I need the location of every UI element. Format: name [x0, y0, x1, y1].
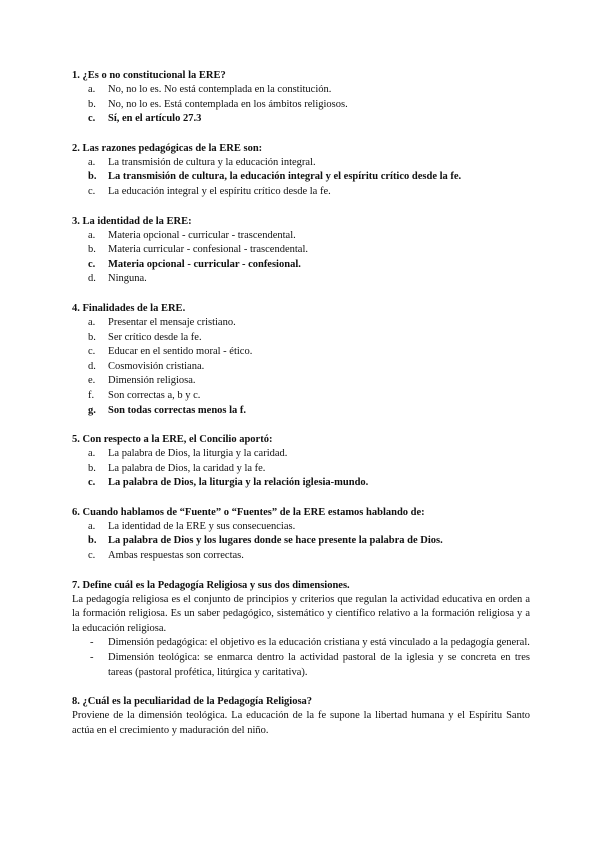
option-marker: b. — [88, 98, 96, 110]
option-marker: b. — [88, 535, 97, 547]
option — [72, 243, 530, 258]
option-text: Ninguna. — [108, 273, 147, 285]
option — [72, 83, 530, 98]
option-text: Ambas respuestas son correctas. — [108, 550, 244, 562]
option-text: Cosmovisión cristiana. — [108, 360, 205, 372]
option-text: Ser crítico desde la fe. — [108, 331, 202, 343]
question-4 — [72, 301, 530, 418]
answer-paragraph: La pedagogía religiosa es el conjunto de principios y criterios que regulan la actividad educativa en orden a la formación religiosa. Es un saber pedagógico, sistemático y científico relativo a la formación religiosa y a la educación religiosa. — [72, 593, 530, 634]
option — [72, 316, 530, 331]
option-text: Son todas correctas menos la f. — [108, 404, 247, 416]
list-item — [72, 651, 530, 680]
option-marker: b. — [88, 462, 96, 474]
option — [72, 331, 530, 346]
question-3 — [72, 214, 530, 287]
option-text: Son correctas a, b y c. — [108, 389, 201, 401]
question-title: 2. Las razones pedagógicas de la ERE son: — [72, 142, 263, 154]
option-marker: c. — [88, 550, 96, 562]
question-5 — [72, 432, 530, 491]
option — [72, 374, 530, 389]
option-text: Materia curricular - confesional - trascendental. — [108, 244, 308, 256]
question-title: 6. Cuando hablamos de “Fuente” o “Fuentes” de la ERE estamos hablando de: — [72, 506, 425, 518]
option-marker: d. — [88, 360, 96, 372]
option — [72, 389, 530, 404]
option — [72, 462, 530, 477]
option-text: No, no lo es. No está contemplada en la constitución. — [108, 84, 332, 95]
option-marker: f. — [88, 389, 95, 401]
question-title: 7. Define cuál es la Pedagogía Religiosa y sus dos dimensiones. — [72, 579, 350, 591]
correct-option — [72, 112, 530, 127]
option-text: La palabra de Dios y los lugares donde se hace presente la palabra de Dios. — [108, 535, 443, 547]
option-marker: a. — [88, 520, 96, 532]
options-list — [72, 447, 530, 491]
option-text: La identidad de la ERE y sus consecuencias. — [108, 520, 296, 532]
dash-marker: - — [90, 637, 94, 649]
option-text: Materia opcional - curricular - confesional. — [108, 258, 301, 270]
options-list — [72, 316, 530, 418]
option — [72, 345, 530, 360]
dimension-list — [72, 636, 530, 680]
options-list — [72, 229, 530, 287]
question-title: 3. La identidad de la ERE: — [72, 215, 192, 227]
option-text: La transmisión de cultura y la educación integral. — [108, 156, 316, 168]
option — [72, 447, 530, 462]
option — [72, 360, 530, 375]
option-text: Dimensión religiosa. — [108, 375, 196, 387]
option-marker: g. — [88, 404, 96, 416]
question-title: 4. Finalidades de la ERE. — [72, 302, 186, 314]
list-item-text: Dimensión teológica: se enmarca dentro la actividad pastoral de la iglesia y se concreta en tres tareas (pastoral profética, litúrgica y caritativa). — [108, 652, 530, 678]
correct-option — [72, 170, 530, 185]
option — [72, 156, 530, 171]
option-text: La palabra de Dios, la liturgia y la caridad. — [108, 448, 288, 460]
question-1 — [72, 68, 530, 127]
correct-option — [72, 404, 530, 419]
option-text: La educación integral y el espíritu crítico desde la fe. — [108, 185, 331, 197]
question-title: 8. ¿Cuál es la peculiaridad de la Pedagogía Religiosa? — [72, 696, 313, 708]
option — [72, 185, 530, 200]
options-list — [72, 520, 530, 564]
option-text: No, no lo es. Está contemplada en los ámbitos religiosos. — [108, 98, 348, 110]
question-2 — [72, 141, 530, 200]
list-item — [72, 636, 530, 651]
option-marker: a. — [88, 448, 96, 460]
options-list — [72, 83, 530, 127]
option-marker: c. — [88, 477, 96, 489]
option-marker: d. — [88, 273, 96, 285]
option-marker: c. — [88, 185, 96, 197]
option-marker: a. — [88, 229, 96, 241]
option-marker: c. — [88, 346, 96, 358]
correct-option — [72, 258, 530, 273]
option-text: Sí, en el artículo 27.3 — [108, 113, 202, 125]
option-marker: a. — [88, 316, 96, 328]
question-6 — [72, 505, 530, 564]
question-8 — [72, 694, 530, 738]
option — [72, 520, 530, 535]
option-marker: b. — [88, 171, 97, 183]
option-text: La palabra de Dios, la caridad y la fe. — [108, 462, 266, 474]
option — [72, 272, 530, 287]
options-list — [72, 156, 530, 200]
dash-marker: - — [90, 652, 94, 664]
option — [72, 549, 530, 564]
document-body — [72, 68, 530, 752]
question-7 — [72, 578, 530, 681]
option-text: Educar en el sentido moral - ético. — [108, 346, 253, 358]
correct-option — [72, 476, 530, 491]
option — [72, 229, 530, 244]
correct-option — [72, 534, 530, 549]
question-title: 1. ¿Es o no constitucional la ERE? — [72, 70, 226, 81]
list-item-text: Dimensión pedagógica: el objetivo es la educación cristiana y está vinculado a la pedagogía general. — [108, 637, 530, 649]
option-text: La transmisión de cultura, la educación integral y el espíritu crítico desde la fe. — [108, 171, 462, 183]
option-text: Materia opcional - curricular - trascendental. — [108, 229, 296, 241]
option-marker: b. — [88, 331, 96, 343]
answer-paragraph: Proviene de la dimensión teológica. La educación de la fe supone la libertad humana y el Espíritu Santo actúa en el crecimiento y maduración del niño. — [72, 710, 530, 736]
option-text: La palabra de Dios, la liturgia y la relación iglesia-mundo. — [108, 477, 369, 489]
option-marker: e. — [88, 375, 96, 387]
option-marker: a. — [88, 84, 96, 95]
option-marker: c. — [88, 258, 96, 270]
option-marker: b. — [88, 244, 96, 256]
option — [72, 98, 530, 113]
option-text: Presentar el mensaje cristiano. — [108, 316, 236, 328]
option-marker: a. — [88, 156, 96, 168]
question-title: 5. Con respecto a la ERE, el Concilio aportó: — [72, 434, 273, 446]
option-marker: c. — [88, 113, 96, 125]
